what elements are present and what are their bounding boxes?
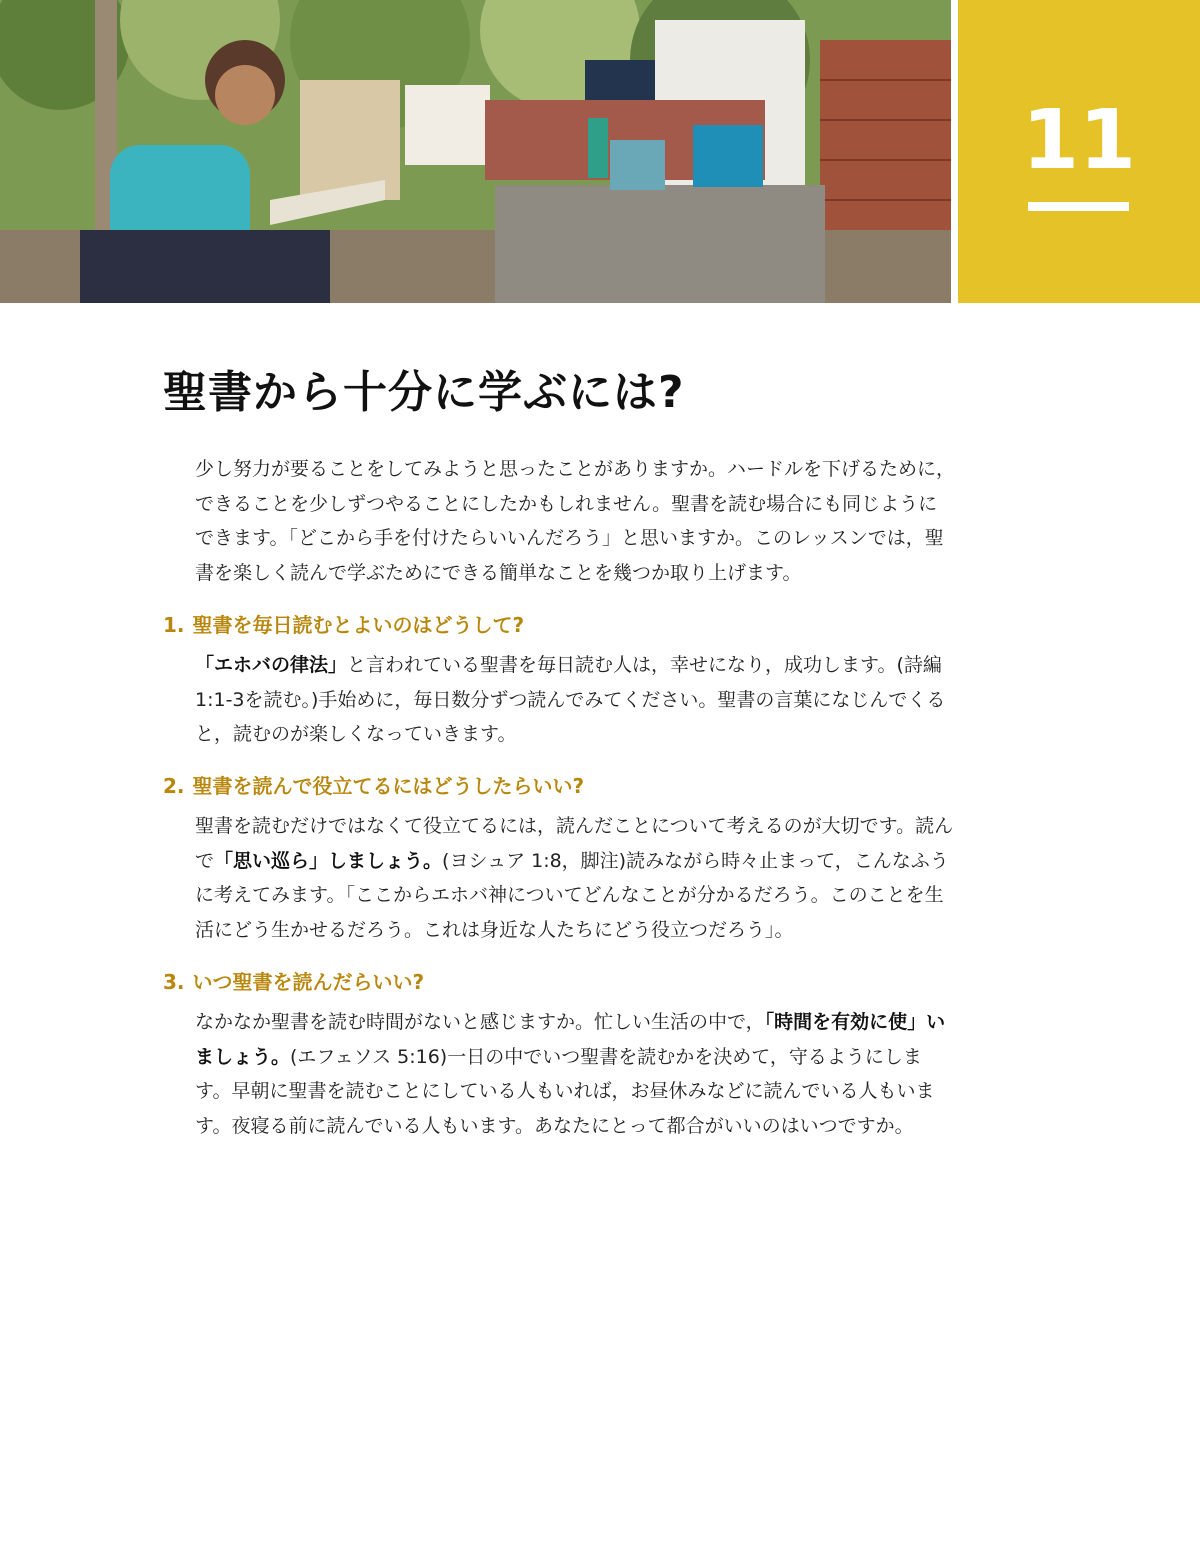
section-2	[163, 771, 963, 947]
lesson-number-underline	[1028, 202, 1129, 211]
section-heading	[163, 771, 963, 801]
scripture-quote: 「思い巡ら」しましょう。	[214, 849, 443, 872]
scripture-quote: 「時間を有効に使」いましょう。	[195, 1011, 946, 1068]
section-heading-text: 聖書を毎日読むとよいのはどうして?	[192, 613, 525, 637]
section-number: 3.	[163, 970, 185, 994]
section-heading	[163, 967, 963, 997]
section-body-text: と言われている聖書を毎日読む人は，幸せになり，成功します。(詩編 1:1-3を読む。)手始めに，毎日数分ずつ読んでみてください。聖書の言葉になじんでくると，読むのが楽しくなっていきます。	[195, 654, 946, 745]
scripture-quote: 「エホバの律法」	[195, 654, 348, 676]
section-body-text-pre: 聖書を読むだけではなくて役立てるには，読んだことについて考えるのが大切です。読んで	[195, 815, 954, 872]
section-body	[195, 1005, 955, 1143]
section-body	[195, 648, 955, 752]
section-heading-text: 聖書を読んで役立てるにはどうしたらいい?	[192, 774, 585, 798]
hero-illustration	[0, 0, 951, 303]
section-body-text-pre: なかなか聖書を読む時間がないと感じますか。忙しい生活の中で，	[195, 1011, 765, 1033]
section-body-text-post: (エフェソス 5:16)一日の中でいつ聖書を読むかを決めて，守るようにします。早朝に聖書を読むことにしている人もいれば，お昼休みなどに読んでいる人もいます。夜寝る前に読んでいる人もいます。あなたにとって都合がいいのはいつですか。	[195, 1045, 935, 1137]
lesson-badge	[958, 0, 1200, 303]
section-heading-text: いつ聖書を読んだらいい?	[192, 970, 425, 994]
hero-photo	[0, 0, 951, 303]
section-3	[163, 967, 963, 1143]
intro-paragraph: 少し努力が要ることをしてみようと思ったことがありますか。ハードルを下げるために，できることを少しずつやることにしたかもしれません。聖書を読む場合にも同じようにできます。「どこから手を付けたらいいんだろう」と思いますか。このレッスンでは，聖書を楽しく読んで学ぶためにできる簡単なことを幾つか取り上げます。	[195, 458, 956, 584]
section-number: 2.	[163, 774, 185, 798]
section-number: 1.	[163, 613, 185, 637]
section-heading	[163, 610, 963, 640]
section-1	[163, 610, 963, 752]
lesson-number: 11	[1021, 93, 1137, 188]
section-body-text-post: (ヨシュア 1:8，脚注)読みながら時々止まって，こんなふうに考えてみます。「ここからエホバ神についてどんなことが分かるだろう。このことを生活にどう生かせるだろう。これは身近な人たちにどう役立つだろう」。	[195, 849, 949, 941]
section-body	[195, 809, 955, 947]
page-title: 聖書から十分に学ぶには?	[163, 367, 685, 418]
